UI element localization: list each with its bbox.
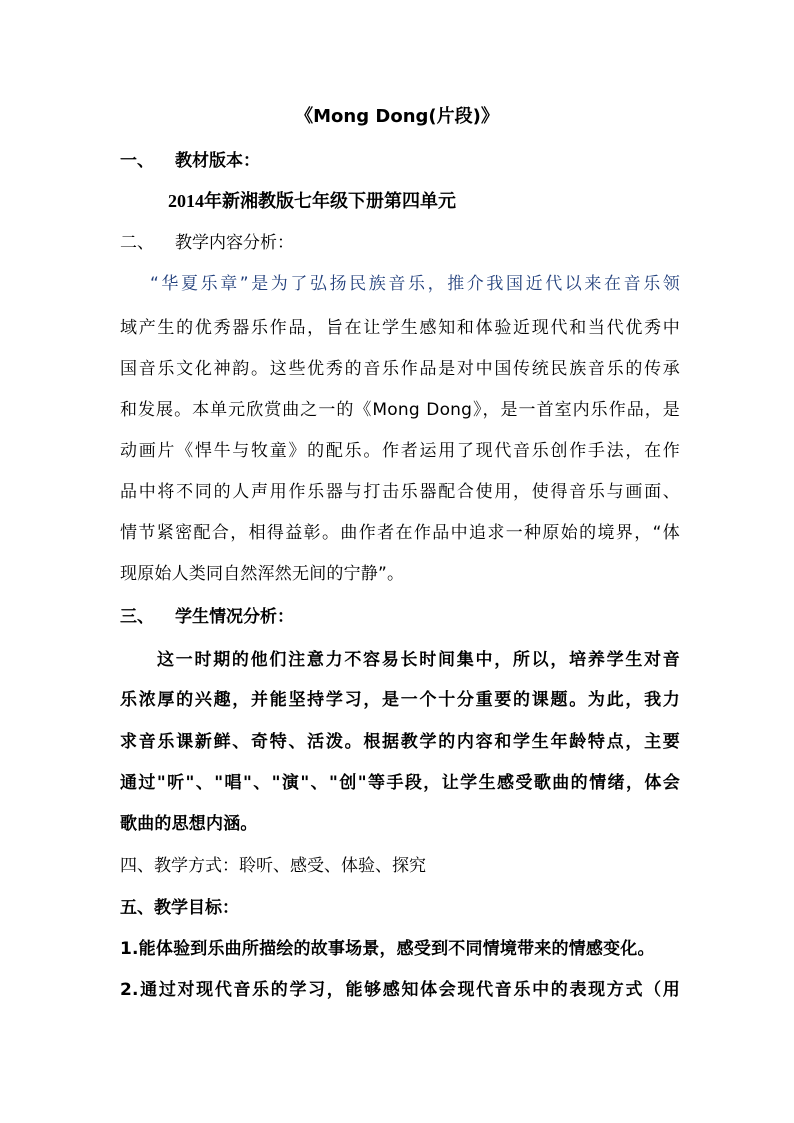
section-3-title: 学生情况分析： xyxy=(175,607,294,627)
section-3-number: 三、 xyxy=(120,607,154,627)
section-2-paragraph-line: 国音乐文化神韵。这些优秀的音乐作品是对中国传统民族音乐的传承 xyxy=(120,359,680,379)
section-2-title: 教学内容分析： xyxy=(175,233,294,253)
section-5-item: 2.通过对现代音乐的学习，能够感知体会现代音乐中的表现方式（用 xyxy=(120,980,680,1000)
section-3-paragraph-line: 求音乐课新鲜、奇特、活泼。根据教学的内容和学生年龄特点，主要 xyxy=(120,732,680,752)
section-2-paragraph-line: 现原始人类同自然浑然无间的宁静”。 xyxy=(120,564,405,584)
section-1-content: 2014年新湘教版七年级下册第四单元 xyxy=(168,191,456,211)
section-3-paragraph-line: 乐浓厚的兴趣，并能坚持学习，是一个十分重要的课题。为此，我力 xyxy=(120,690,680,710)
section-3-paragraph-line: 歌曲的思想内涵。 xyxy=(120,814,258,834)
section-2-paragraph-line: 域产生的优秀器乐作品，旨在让学生感知和体验近现代和当代优秀中 xyxy=(120,318,680,338)
section-5-item: 1.能体验到乐曲所描绘的故事场景，感受到不同情境带来的情感变化。 xyxy=(120,939,655,959)
section-1-number: 一、 xyxy=(120,151,154,171)
section-3-paragraph-line: 这一时期的他们注意力不容易长时间集中，所以，培养学生对音 xyxy=(157,650,680,670)
section-2-paragraph-line: 品中将不同的人声用作乐器与打击乐器配合使用，使得音乐与画面、 xyxy=(120,482,680,502)
document-title: 《Mong Dong(片段)》 xyxy=(295,106,499,127)
section-3-heading xyxy=(120,606,294,628)
section-1-title: 教材版本： xyxy=(175,151,260,171)
section-2-paragraph-line: 动画片《悍牛与牧童》的配乐。作者运用了现代音乐创作手法，在作 xyxy=(120,441,680,461)
section-3-paragraph-line: 通过"听"、"唱"、"演"、"创"等手段，让学生感受歌曲的情绪，体会 xyxy=(120,773,680,793)
section-1-heading xyxy=(120,150,260,172)
section-4-line: 四、教学方式：聆听、感受、体验、探究 xyxy=(120,856,426,876)
section-2-paragraph-line: 情节紧密配合，相得益彰。曲作者在作品中追求一种原始的境界，“体 xyxy=(120,523,680,543)
section-2-paragraph-line: 和发展。本单元欣赏曲之一的《Mong Dong》，是一首室内乐作品，是 xyxy=(120,400,680,420)
section-5-heading: 五、教学目标： xyxy=(120,898,239,918)
section-2-paragraph-line: “华夏乐章”是为了弘扬民族音乐，推介我国近代以来在音乐领 xyxy=(150,274,680,294)
section-2-heading xyxy=(120,232,294,254)
section-2-number: 二、 xyxy=(120,233,154,253)
